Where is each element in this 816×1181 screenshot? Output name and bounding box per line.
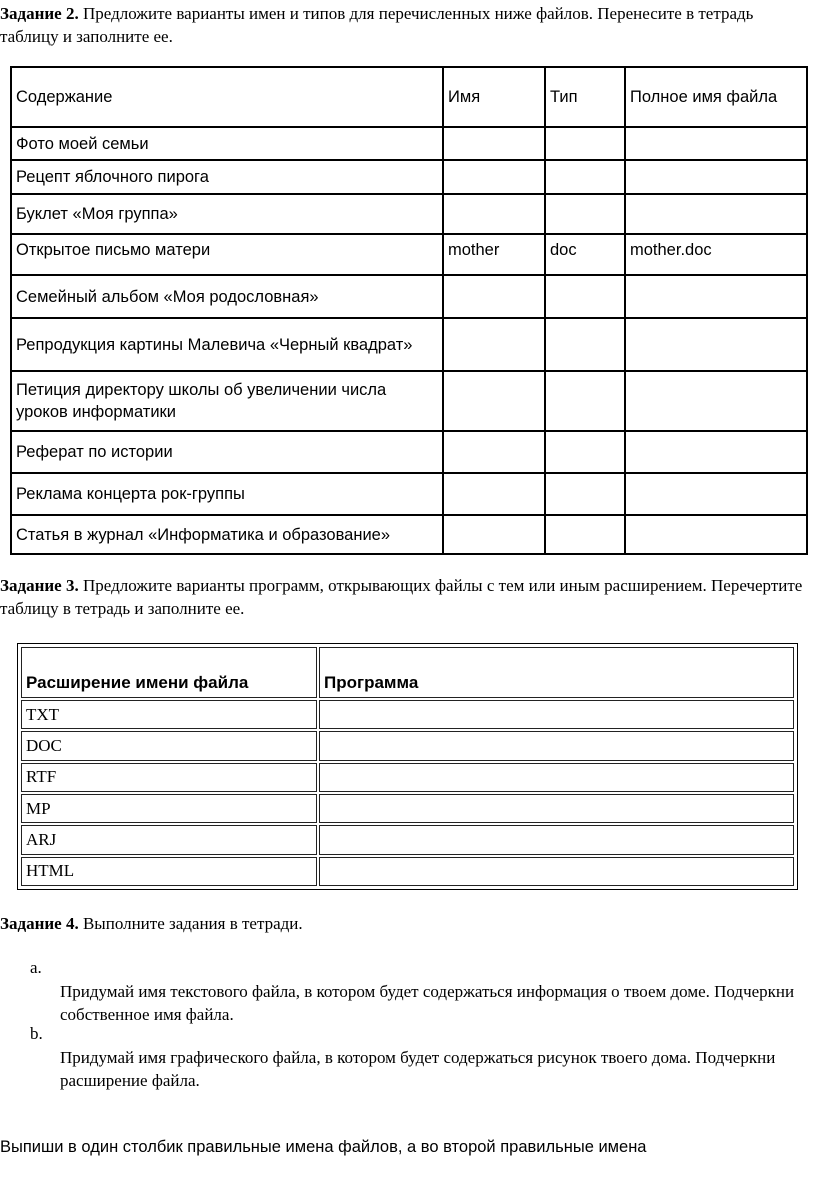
- table-cell: Семейный альбом «Моя родословная»: [11, 275, 443, 318]
- table-cell: [443, 473, 545, 515]
- table-header-row: [21, 647, 794, 698]
- table-cell: [545, 127, 625, 160]
- table-cell: doc: [545, 234, 625, 275]
- table-cell: mother: [443, 234, 545, 275]
- task4-label: Задание 4.: [0, 914, 79, 933]
- extensions-table-frame: [17, 643, 798, 890]
- table-cell: Реклама концерта рок-группы: [11, 473, 443, 515]
- table-cell: [443, 194, 545, 234]
- table-cell: [625, 371, 807, 431]
- table-cell: Рецепт яблочного пирога: [11, 160, 443, 194]
- table-cell: [545, 473, 625, 515]
- table-row: [11, 515, 807, 554]
- table-cell: [443, 515, 545, 554]
- list-item: Придумай имя графического файла, в котором будет содержаться рисунок твоего дома. Подчеркни расширение файла.: [60, 1048, 776, 1090]
- table-cell: DOC: [21, 731, 317, 760]
- table-cell: Открытое письмо матери: [11, 234, 443, 275]
- table-cell: [545, 160, 625, 194]
- table-cell: [443, 431, 545, 473]
- table-row: [11, 275, 807, 318]
- table-cell: [625, 160, 807, 194]
- table-row: [11, 473, 807, 515]
- table-cell: [625, 194, 807, 234]
- table-cell: [443, 160, 545, 194]
- table-cell: Репродукция картины Малевича «Черный квадрат»: [11, 318, 443, 371]
- table-row: [21, 731, 794, 760]
- table-cell: HTML: [21, 857, 317, 886]
- table-cell: [545, 431, 625, 473]
- table-cell: [319, 763, 794, 792]
- table-cell: [545, 371, 625, 431]
- table-cell: [625, 318, 807, 371]
- table-cell: [545, 318, 625, 371]
- table-cell: [625, 473, 807, 515]
- table-cell: [545, 515, 625, 554]
- table-cell: [545, 194, 625, 234]
- table-row: [11, 431, 807, 473]
- list-marker: a.: [30, 958, 42, 977]
- table-row: [11, 318, 807, 371]
- table-cell: Буклет «Моя группа»: [11, 194, 443, 234]
- task3-instruction: [0, 574, 812, 620]
- table-row: [11, 371, 807, 431]
- table-row: [21, 700, 794, 729]
- table-row: [21, 763, 794, 792]
- table-row: [11, 160, 807, 194]
- table-cell: MP: [21, 794, 317, 823]
- table-cell: Реферат по истории: [11, 431, 443, 473]
- table-cell: [319, 794, 794, 823]
- table-cell: RTF: [21, 763, 317, 792]
- header-cell: Содержание: [11, 67, 443, 127]
- table-cell: [545, 275, 625, 318]
- table-cell: Фото моей семьи: [11, 127, 443, 160]
- table-cell: [625, 515, 807, 554]
- task4-instruction: [0, 912, 812, 935]
- table-cell: [443, 371, 545, 431]
- list-item: Придумай имя текстового файла, в котором будет содержаться информация о твоем доме. Подчеркни собственное имя файла.: [60, 982, 795, 1024]
- header-cell: Полное имя файла: [625, 67, 807, 127]
- table-header-row: [11, 67, 807, 127]
- table-row: [11, 194, 807, 234]
- table-cell: TXT: [21, 700, 317, 729]
- task3-label: Задание 3.: [0, 576, 79, 595]
- header-cell: Имя: [443, 67, 545, 127]
- final-instruction: Выпиши в один столбик правильные имена файлов, а во второй правильные имена: [0, 1138, 647, 1156]
- extensions-table: [19, 645, 796, 888]
- table-cell: [443, 127, 545, 160]
- header-cell: Тип: [545, 67, 625, 127]
- table-row: [21, 825, 794, 854]
- table-cell: [319, 857, 794, 886]
- table-cell: Петиция директору школы об увеличении числа уроков информатики: [11, 371, 443, 431]
- file-names-table: [10, 66, 808, 555]
- table-cell: ARJ: [21, 825, 317, 854]
- list-marker: b.: [30, 1024, 43, 1043]
- table-cell: [319, 700, 794, 729]
- table-cell: [625, 431, 807, 473]
- table-cell: mother.doc: [625, 234, 807, 275]
- table-cell: [625, 127, 807, 160]
- table-row: [11, 234, 807, 275]
- table-cell: [443, 318, 545, 371]
- table-cell: [319, 825, 794, 854]
- task4-text: Выполните задания в тетради.: [78, 914, 303, 933]
- table-row: [21, 794, 794, 823]
- table-cell: [319, 731, 794, 760]
- table-row: [11, 127, 807, 160]
- header-cell: Расширение имени файла: [21, 647, 317, 698]
- task2-instruction: [0, 2, 812, 48]
- task2-label: Задание 2.: [0, 4, 79, 23]
- table-cell: [625, 275, 807, 318]
- task2-text: Предложите варианты имен и типов для перечисленных ниже файлов. Перенесите в тетрадь таблицу и заполните ее.: [0, 4, 754, 46]
- header-cell: Программа: [319, 647, 794, 698]
- table-cell: [443, 275, 545, 318]
- table-cell: Статья в журнал «Информатика и образование»: [11, 515, 443, 554]
- table-row: [21, 857, 794, 886]
- task3-text: Предложите варианты программ, открывающих файлы с тем или иным расширением. Перечертите таблицу в тетрадь и заполните ее.: [0, 576, 803, 618]
